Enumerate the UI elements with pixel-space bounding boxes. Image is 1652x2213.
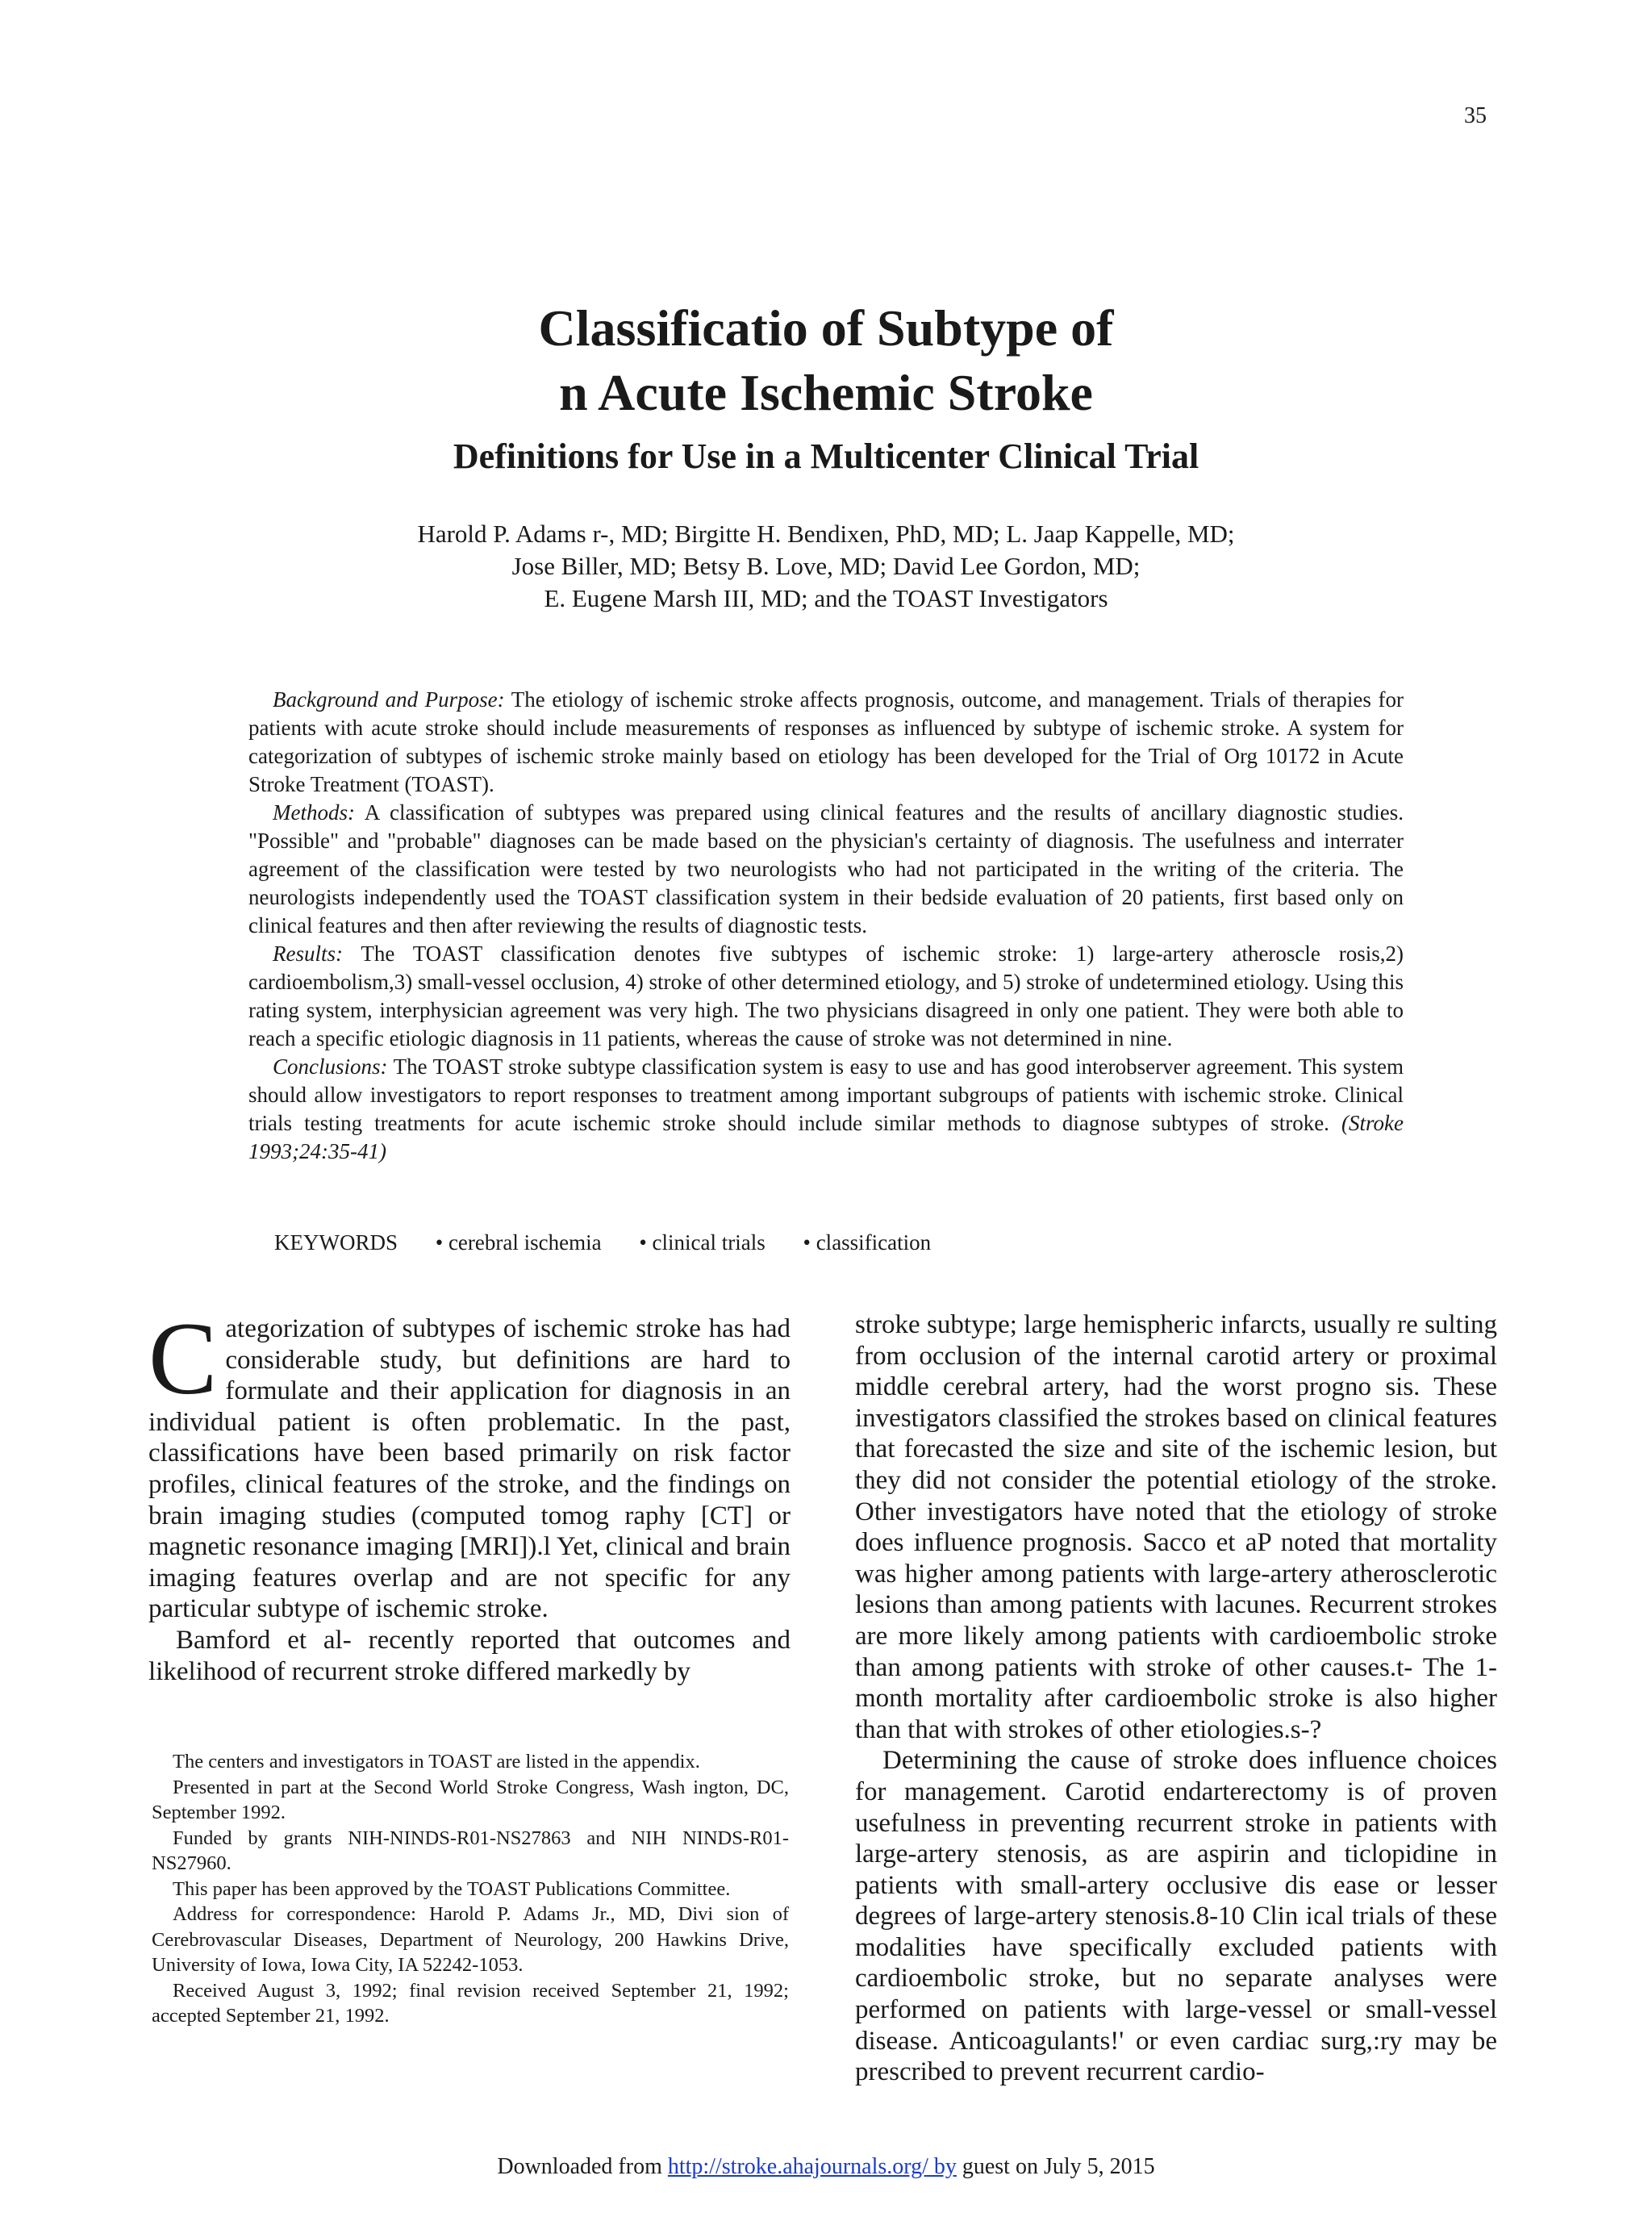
abstract-conclusions xyxy=(248,1053,1404,1166)
title-line-1: Classificatio of Subtype of xyxy=(538,299,1114,357)
body-left-column xyxy=(148,1301,791,1687)
conclusions-text: The TOAST stroke subtype classification system is easy to use and has good interobserver agreement. This system should allow investigators to report responses to treatment among important subgroups of patients with ischemic stroke. Clinical trials testing treatments for acute ischemic stroke should include similar methods to diagnose subtypes of stroke. xyxy=(248,1054,1404,1135)
title-line-2: n Acute Ischemic Stroke xyxy=(559,364,1093,421)
body-text: ategorization of subtypes of ischemic stroke has had considerable study, but definitions are hard to formulate and their application for diagnosis in an individual patient is often problematic. In the past, classifications have been based primarily on risk factor profiles, clinical features of the stroke, and the findings on brain imaging studies (computed tomog raphy [CT] or magnetic resonance imaging [MRI]).l Yet, clinical and brain imaging features overlap and are not specific for any particular subtype of ischemic stroke. xyxy=(148,1314,791,1624)
footnote: This paper has been approved by the TOAST Publications Committee. xyxy=(173,1877,731,1900)
results-text: The TOAST classification denotes five subtypes of ischemic stroke: 1) large-artery atheroscle rosis,2) cardioembolism,3) small-vessel occlusion, 4) stroke of other determined etiology, and 5) stroke of undetermined etiology. Using this rating system, interphysician agreement was very high. The two physicians disagreed in only one patient. They were both able to reach a specific etiologic diagnosis in 11 patients, whereas the cause of stroke was not determined in nine. xyxy=(248,942,1404,1050)
footnote: Received August 3, 1992; final revision received September 21, 1992; accepted September 21, 1992. xyxy=(152,1979,789,2027)
abstract xyxy=(248,686,1404,1166)
authors-line-1: Harold P. Adams r-, MD; Birgitte H. Bendixen, PhD, MD; L. Jaap Kappelle, MD; xyxy=(417,520,1235,548)
conclusions-label: Conclusions: xyxy=(273,1054,388,1079)
authors-line-3: E. Eugene Marsh III, MD; and the TOAST Investigators xyxy=(544,584,1108,612)
footer-suffix: guest on July 5, 2015 xyxy=(956,2154,1155,2179)
background-text: The etiology of ischemic stroke affects prognosis, outcome, and management. Trials of therapies for patients with acute stroke should include measurements of responses as influenced by subtype of ischemic stroke. A system for categorization of subtypes of ischemic stroke mainly based on etiology has been developed for the Trial of Org 10172 in Acute Stroke Treatment (TOAST). xyxy=(248,687,1404,796)
authors-line-2: Jose Biller, MD; Betsy B. Love, MD; David Lee Gordon, MD; xyxy=(511,552,1141,580)
results-label: Results: xyxy=(273,942,343,966)
keywords-label: KEYWORDS xyxy=(274,1230,398,1255)
subtitle: Definitions for Use in a Multicenter Clinical Trial xyxy=(453,436,1199,476)
citation: (Stroke 1993;24:35-41) xyxy=(248,1111,1404,1163)
footnote: Funded by grants NIH-NINDS-R01-NS27863 and NIH NINDS-R01-NS27960. xyxy=(152,1827,789,1874)
abstract-background xyxy=(248,686,1404,799)
background-label: Background and Purpose: xyxy=(273,687,505,712)
drop-cap: C xyxy=(148,1301,218,1416)
footnote: The centers and investigators in TOAST are listed in the appendix. xyxy=(173,1751,700,1772)
body-paragraph: Determining the cause of stroke does influence choices for management. Carotid endarterectomy is of proven usefulness in preventing recurrent stroke in patients with large-artery stenosis, as are aspirin and ticlopidine in patients with small-artery occlusive dis ease or lesser degrees of large-artery stenosis.8-10 Clin ical trials of these modalities have specifically excluded patients with cardioembolic stroke, but no separate analyses were performed on patients with large-vessel or small-vessel disease. Anticoagulants!' or even cardiac surg,:ry may be prescribed to prevent recurrent cardio- xyxy=(855,1746,1497,2087)
keyword: • clinical trials xyxy=(639,1230,766,1255)
page-number: 35 xyxy=(1464,103,1487,128)
journal-link[interactable]: http://stroke.ahajournals.org/ by xyxy=(667,2154,957,2179)
methods-label: Methods: xyxy=(273,800,355,825)
download-footer xyxy=(0,2154,1652,2180)
abstract-methods xyxy=(248,799,1404,940)
body-paragraph: stroke subtype; large hemispheric infarcts, usually re sulting from occlusion of the internal carotid artery or proximal middle cerebral artery, had the worst progno sis. These investigators classified the strokes based on clinical features that forecasted the size and site of the ischemic lesion, but they did not consider the potential etiology of the stroke. Other investigators have noted that the etiology of stroke does influence prognosis. Sacco et aP noted that mortality was higher among patients with large-artery atherosclerotic lesions than among patients with lacunes. Recurrent strokes are more likely among patients with cardioembolic stroke than among patients with stroke of other causes.t- The 1-month mortality after cardioembolic stroke is also higher than that with strokes of other etiologies.s-? xyxy=(855,1310,1497,1744)
body-paragraph xyxy=(148,1301,791,1625)
footnote: Address for correspondence: Harold P. Adams Jr., MD, Divi sion of Cerebrovascular Diseases, Department of Neurology, 200 Hawkins Drive, University of Iowa, Iowa City, IA 52242-1053. xyxy=(152,1903,789,1976)
footnote: Presented in part at the Second World Stroke Congress, Wash ington, DC, September 1992. xyxy=(152,1776,789,1823)
keyword: • classification xyxy=(803,1230,932,1255)
methods-text: A classification of subtypes was prepared using clinical features and the results of ancillary diagnostic studies. "Possible" and "probable" diagnoses can be made based on the physician's certainty of diagnosis. The usefulness and interrater agreement of the classification were tested by two neurologists who had not participated in the writing of the criteria. The neurologists independently used the TOAST classification system in their bedside evaluation of 20 patients, first based only on clinical features and then after reviewing the results of diagnostic tests. xyxy=(248,800,1404,937)
body-paragraph: Bamford et al- recently reported that outcomes and likelihood of recurrent stroke differed markedly by xyxy=(148,1625,791,1686)
keywords xyxy=(274,1230,963,1255)
keyword: • cerebral ischemia xyxy=(435,1230,602,1255)
footnotes xyxy=(152,1749,789,2029)
body-right-column xyxy=(855,1309,1497,2088)
abstract-results xyxy=(248,940,1404,1053)
footer-prefix: Downloaded from xyxy=(497,2154,668,2179)
